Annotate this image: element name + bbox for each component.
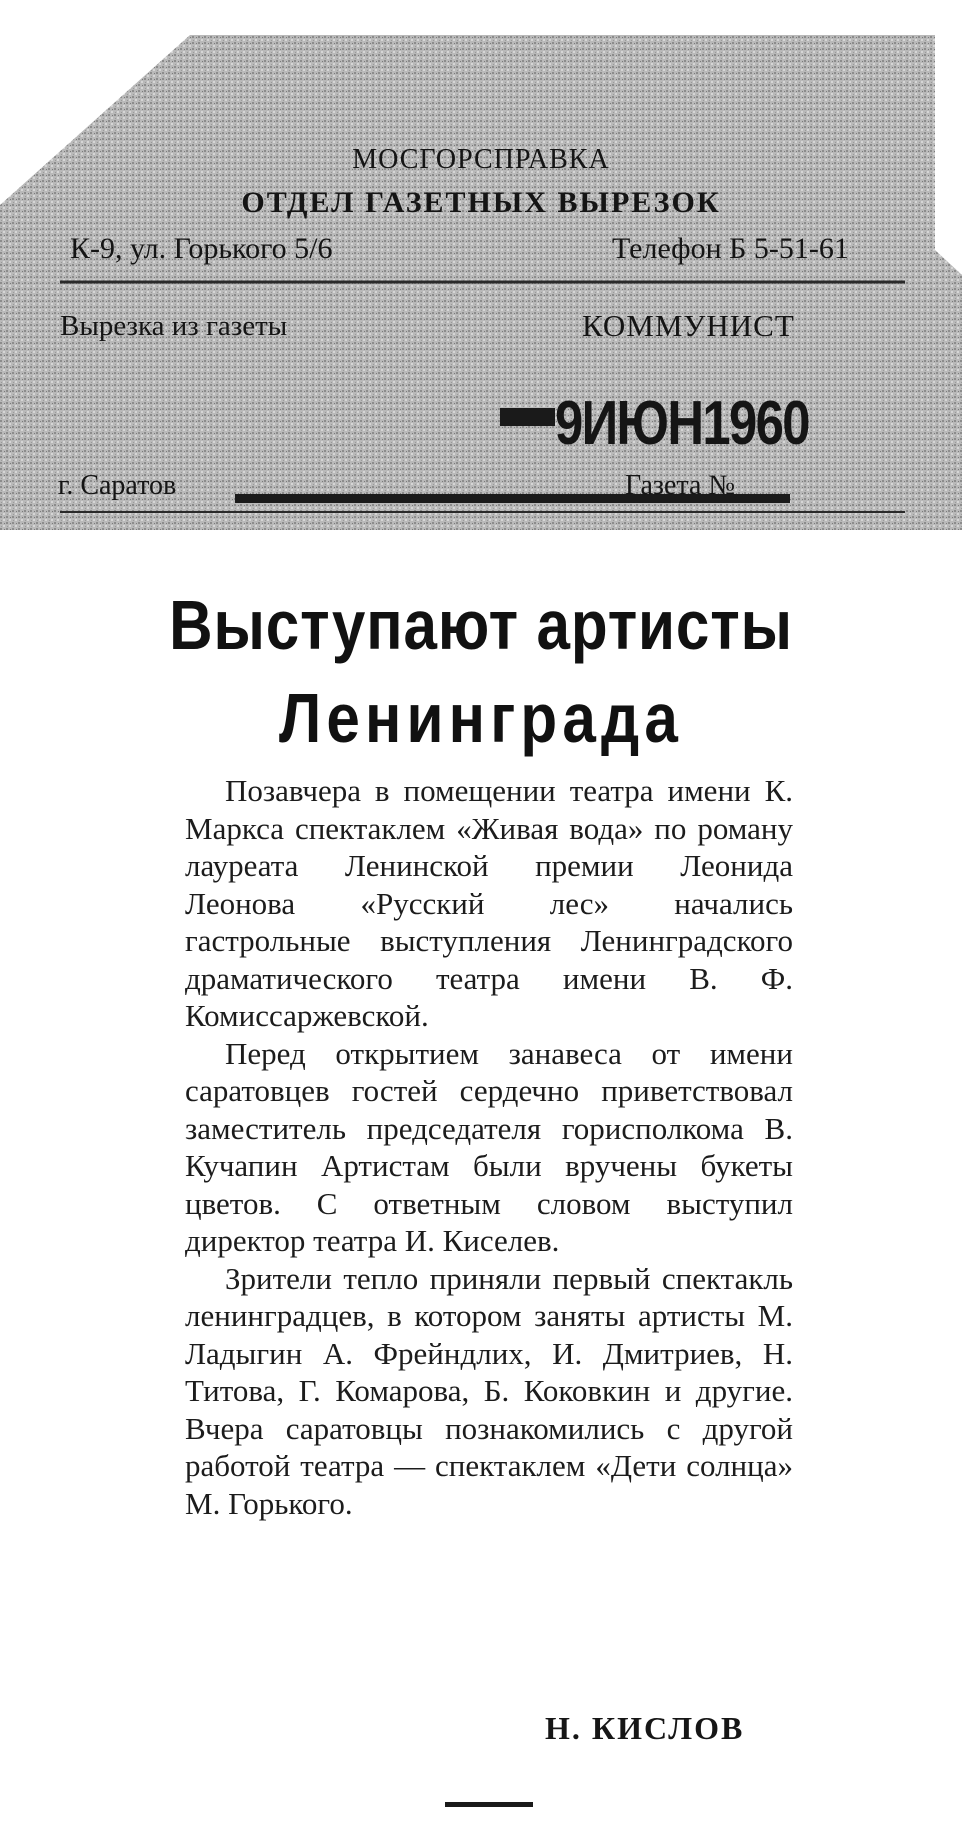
bureau-address: К-9, ул. Горького 5/6	[70, 232, 333, 265]
stamp-background	[0, 0, 962, 540]
article-paragraph: Позавчера в помещении театра имени К. Маркса спектаклем «Живая вода» по роману лауреата Ленинской премии Леонида Леонова «Русский лес» начались гастрольные выступления Ленинградского драматического театра имени В. Ф. Комиссаржевской.	[185, 773, 793, 1033]
newspaper-name: КОММУНИСТ	[582, 308, 795, 343]
article-paragraph: Зрители тепло приняли первый спектакль ленинградцев, в котором заняты артисты М. Ладыгин А. Фрейндлих, И. Дмитриев, Н. Титова, Г. Комарова, Б. Коковкин и другие. Вчера саратовцы познакомились с другой работой театра — спектаклем «Дети солнца» М. Горького.	[185, 1260, 793, 1521]
newspaper-number-label: Газета №	[625, 470, 736, 501]
article-body	[185, 772, 793, 1522]
article-author: Н. КИСЛОВ	[545, 1710, 745, 1746]
date-stamp: 9ИЮН1960	[555, 389, 809, 458]
clipping-bureau-stamp	[0, 0, 962, 540]
end-rule	[445, 1802, 533, 1807]
article-paragraph: Перед открытием занавеса от имени саратовцев гостей сердечно приветствовал заместитель председателя горисполкома В. Кучапин Артистам были вручены букеты цветов. С ответным словом выступил директор театра И. Киселев.	[185, 1035, 793, 1258]
article-title-line1: Выступают артисты	[169, 586, 793, 664]
article-title-line2: Ленинграда	[278, 679, 684, 757]
department-name: ОТДЕЛ ГАЗЕТНЫХ ВЫРЕЗОК	[241, 186, 721, 219]
agency-name: МОСГОРСПРАВКА	[352, 144, 610, 175]
city-label: г. Саратов	[58, 470, 177, 501]
cutting-from-label: Вырезка из газеты	[60, 310, 288, 342]
bureau-phone: Телефон Б 5-51-61	[612, 232, 849, 265]
